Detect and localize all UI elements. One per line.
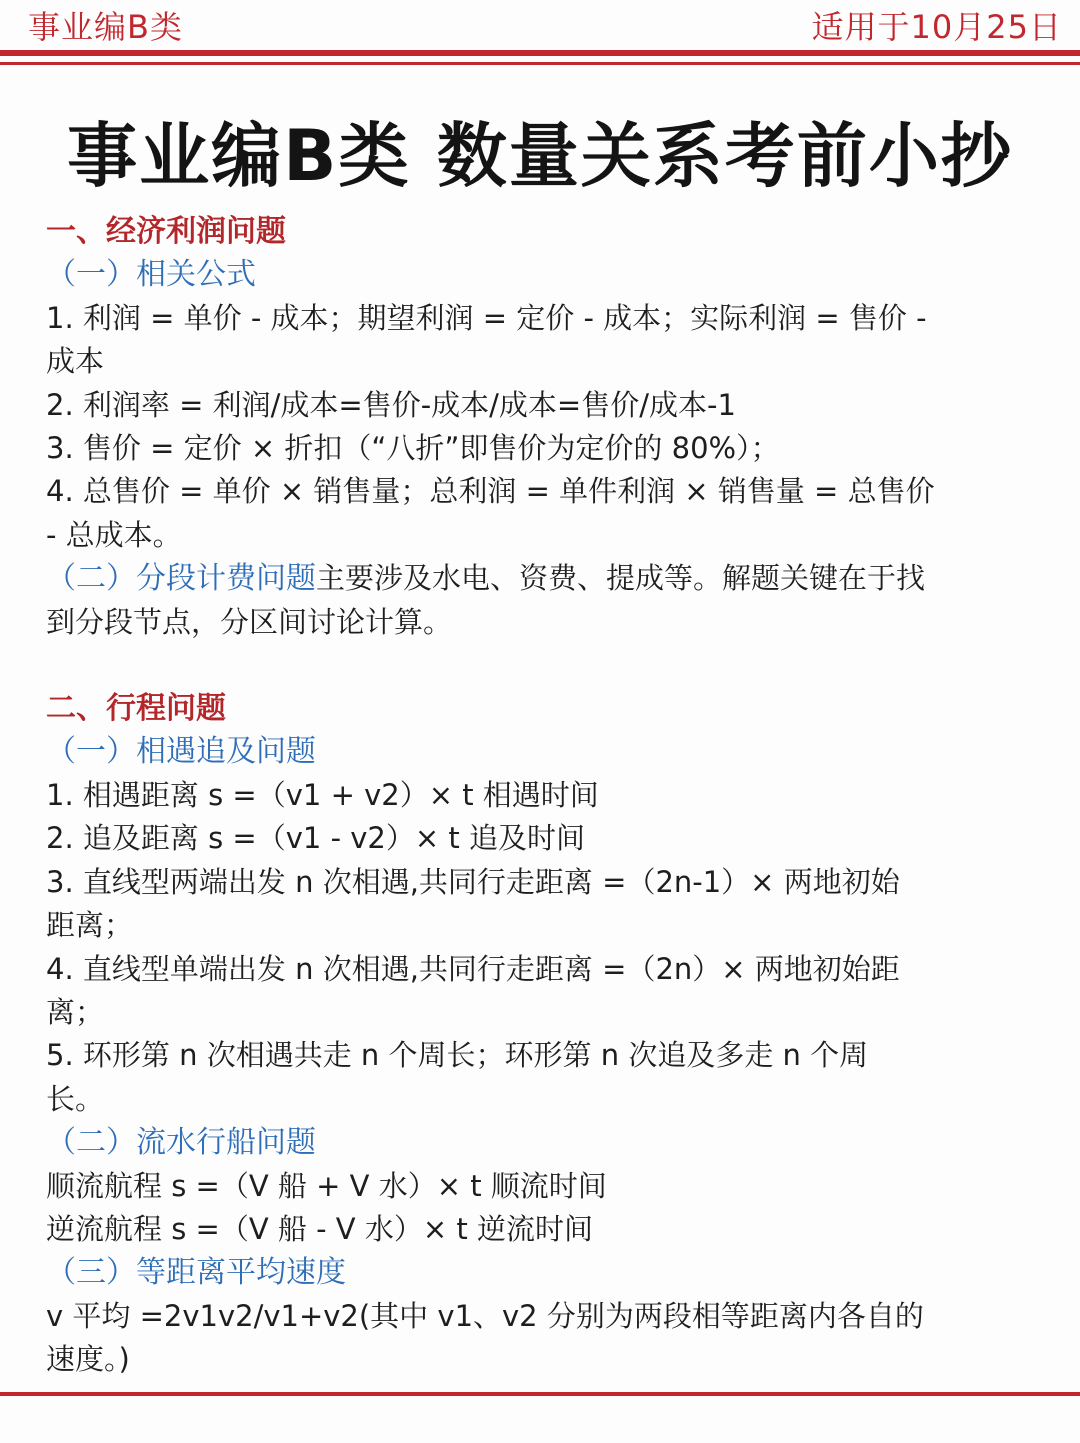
- section-heading-profit: 一、经济利润问题: [46, 214, 286, 249]
- subheading-boat-stream: （二）流水行船问题: [46, 1125, 316, 1161]
- list-item-cont: 成本: [46, 344, 105, 379]
- bottom-divider: [0, 1392, 1080, 1396]
- formula-average-speed: v 平均 =2v1v2/v1+v2(其中 v1、v2 分别为两段相等距离内各自的: [46, 1298, 924, 1333]
- list-item-cont: 距离；: [46, 908, 134, 943]
- list-item: 5. 环形第 n 次相遇共走 n 个周长；环形第 n 次追及多走 n 个周: [46, 1038, 869, 1073]
- list-item: 1. 相遇距离 s =（v1 + v2）× t 相遇时间: [46, 777, 599, 812]
- list-item: 2. 追及距离 s =（v1 - v2）× t 追及时间: [46, 821, 585, 856]
- list-item: 3. 直线型两端出发 n 次相遇,共同行走距离 =（2n-1）× 两地初始: [46, 864, 900, 899]
- page-title: 事业编B类 数量关系考前小抄: [67, 115, 1013, 197]
- top-divider-thick: [0, 50, 1080, 56]
- list-item: 1. 利润 = 单价 - 成本；期望利润 = 定价 - 成本；实际利润 = 售价 -: [46, 300, 927, 335]
- category-tag: 事业编B类: [28, 8, 183, 46]
- list-item-cont: 离；: [46, 994, 105, 1029]
- paragraph-text-cont: 到分段节点，分区间讨论计算。: [46, 604, 453, 639]
- subheading-meet-chase: （一）相遇追及问题: [46, 734, 316, 770]
- spacer: [46, 644, 1040, 687]
- list-item: 3. 售价 = 定价 × 折扣（“八折”即售价为定价的 80%）；: [46, 431, 780, 466]
- formula-upstream: 逆流航程 s =（V 船 - V 水）× t 逆流时间: [46, 1211, 593, 1246]
- formula-downstream: 顺流航程 s =（V 船 + V 水）× t 顺流时间: [46, 1168, 607, 1203]
- paragraph-text: 主要涉及水电、资费、提成等。解题关键在于找: [316, 561, 926, 596]
- notes-body: [46, 210, 1040, 1382]
- subheading-formulas: （一）相关公式: [46, 257, 256, 293]
- list-item: 4. 直线型单端出发 n 次相遇,共同行走距离 =（2n）× 两地初始距: [46, 951, 900, 986]
- subheading-average-speed: （三）等距离平均速度: [46, 1255, 346, 1291]
- list-item-cont: - 总成本。: [46, 517, 182, 552]
- list-item: 2. 利润率 = 利润/成本=售价-成本/成本=售价/成本-1: [46, 387, 736, 422]
- formula-average-speed-cont: 速度。): [46, 1342, 130, 1377]
- subheading-segmented-billing: （二）分段计费问题: [46, 561, 316, 597]
- list-item-cont: 长。: [46, 1081, 105, 1116]
- section-heading-travel: 二、行程问题: [46, 691, 226, 727]
- date-tag: 适用于10月25日: [811, 8, 1062, 46]
- paragraph-segmented-billing: [46, 557, 1040, 600]
- list-item: 4. 总售价 = 单价 × 销售量；总利润 = 单件利润 × 销售量 = 总售价: [46, 474, 935, 509]
- top-bar: [0, 0, 1080, 50]
- top-divider-thin: [0, 62, 1080, 65]
